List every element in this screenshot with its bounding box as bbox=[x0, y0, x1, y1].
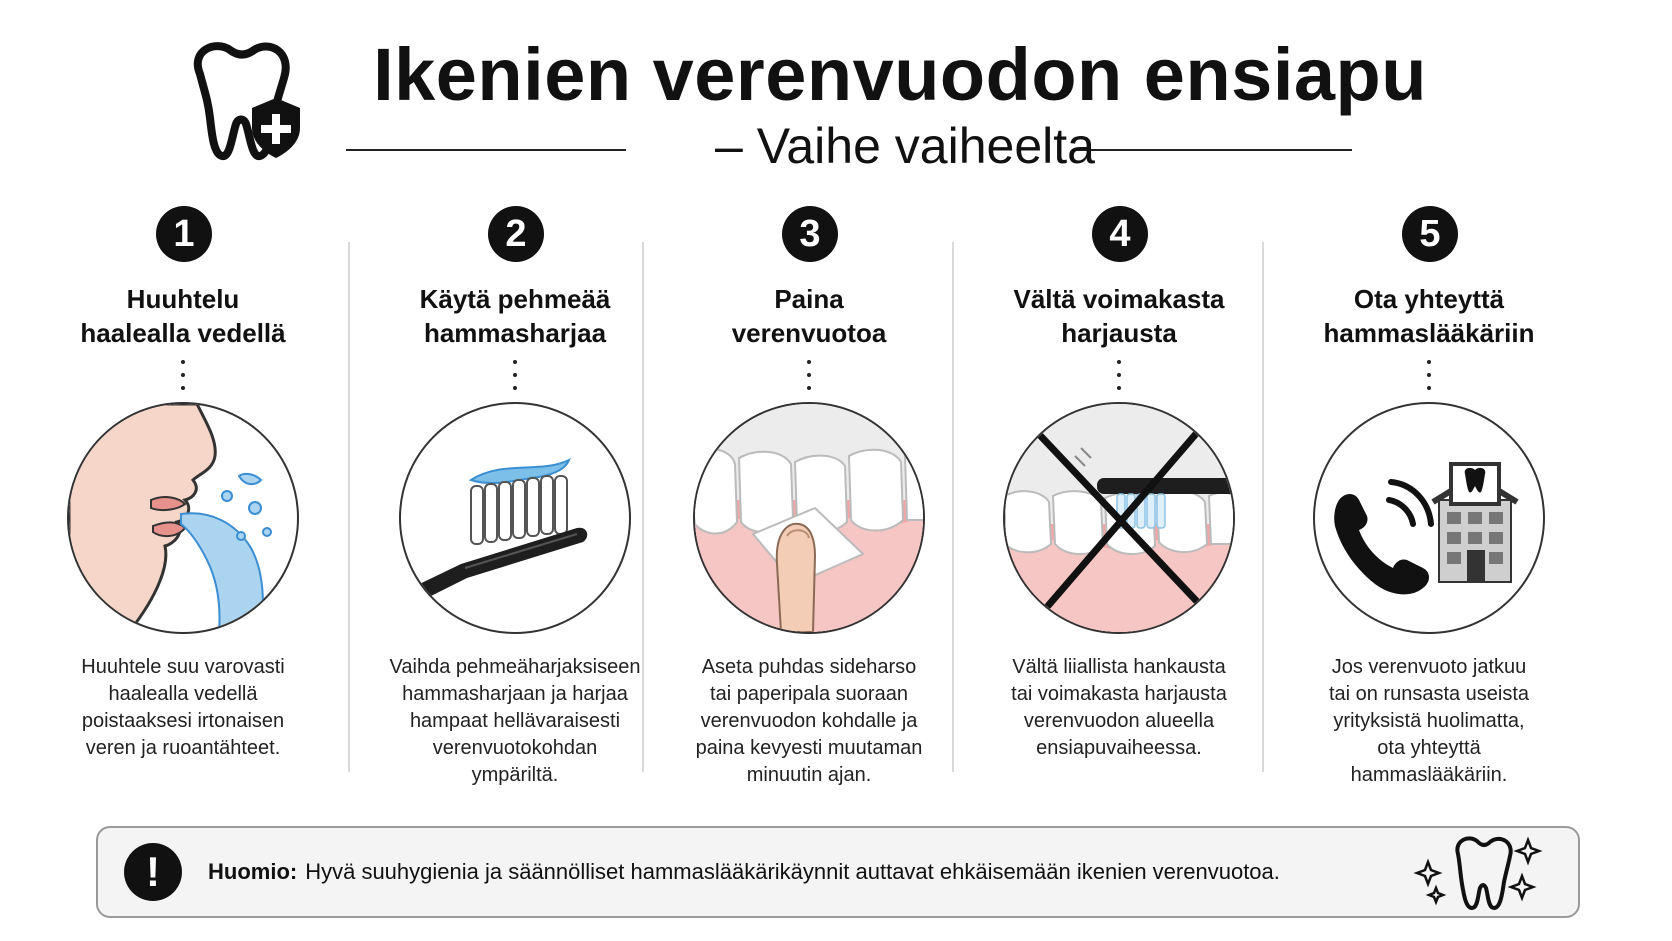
step-description-line: ensiapuvaiheessa. bbox=[1036, 737, 1202, 759]
step-description-line: Huuhtele suu varovasti bbox=[81, 656, 285, 678]
step-description-line: verenvuotokohdan bbox=[432, 737, 598, 759]
step-description-line: hammaslääkäriin. bbox=[1350, 764, 1508, 786]
dotted-connector bbox=[513, 360, 517, 394]
step-description-line: veren ja ruoantähteet. bbox=[85, 737, 281, 759]
step-4 bbox=[956, 192, 1282, 802]
dotted-connector bbox=[1117, 360, 1121, 394]
column-divider bbox=[1262, 242, 1264, 772]
page-title: Ikenien verenvuodon ensiapu bbox=[373, 33, 1427, 116]
step-number: 1 bbox=[156, 206, 212, 262]
step-description-line: paina kevyesti muutaman bbox=[695, 737, 923, 759]
step-heading-line: Vältä voimakasta bbox=[1013, 284, 1225, 314]
note-body: Hyvä suuhygienia ja säännölliset hammaslääkärikäynnit auttavat ehkäisemään ikenien verenvuotoa. bbox=[305, 859, 1280, 884]
step-description-line: poistaaksesi irtonaisen bbox=[81, 710, 285, 732]
step-description-line: minuutin ajan. bbox=[746, 764, 872, 786]
crossed-out-brushing-icon bbox=[1003, 402, 1235, 634]
step-heading bbox=[956, 282, 1282, 350]
step-description-line: Vaihda pehmeäharjaksiseen bbox=[389, 656, 641, 678]
step-description-line: tai paperipala suoraan bbox=[710, 683, 908, 705]
step-heading-line: Ota yhteyttä bbox=[1353, 284, 1505, 314]
step-description-line: haalealla vedellä bbox=[108, 683, 258, 705]
note-box bbox=[96, 826, 1580, 918]
step-description bbox=[30, 654, 336, 762]
step-number: 3 bbox=[782, 206, 838, 262]
step-heading-line: harjausta bbox=[1061, 318, 1177, 348]
step-description-line: ota yhteyttä bbox=[1377, 737, 1481, 759]
step-heading-line: Huuhtelu bbox=[126, 284, 240, 314]
step-number: 2 bbox=[488, 206, 544, 262]
dotted-connector bbox=[807, 360, 811, 394]
exclamation-icon: ! bbox=[124, 843, 182, 901]
step-heading-line: Käytä pehmeää bbox=[419, 284, 611, 314]
step-description-line: verenvuodon alueella bbox=[1023, 710, 1215, 732]
dotted-connector bbox=[1427, 360, 1431, 394]
step-description bbox=[966, 654, 1272, 762]
column-divider bbox=[642, 242, 644, 772]
mouth-rinsing-water-icon bbox=[67, 402, 299, 634]
step-description-line: Aseta puhdas sideharso bbox=[701, 656, 917, 678]
step-number: 4 bbox=[1092, 206, 1148, 262]
header bbox=[0, 0, 1672, 190]
step-heading-line: verenvuotoa bbox=[731, 318, 887, 348]
step-description bbox=[362, 654, 668, 789]
press-gauze-on-gums-icon bbox=[693, 402, 925, 634]
step-description-line: hammasharjaan ja harjaa bbox=[402, 683, 628, 705]
tooth-shield-plus-icon bbox=[180, 36, 310, 166]
step-heading-line: haalealla vedellä bbox=[80, 318, 286, 348]
step-number: 5 bbox=[1402, 206, 1458, 262]
step-heading bbox=[20, 282, 346, 350]
subtitle-row bbox=[370, 116, 1440, 176]
step-1 bbox=[20, 192, 346, 802]
step-heading-line: hammasharjaa bbox=[423, 318, 607, 348]
step-3 bbox=[646, 192, 972, 802]
step-heading-line: Paina bbox=[774, 284, 844, 314]
step-description-line: tai voimakasta harjausta bbox=[1011, 683, 1227, 705]
step-heading bbox=[352, 282, 678, 350]
step-description bbox=[1276, 654, 1582, 789]
step-2 bbox=[352, 192, 678, 802]
step-heading-line: hammaslääkäriin bbox=[1323, 318, 1535, 348]
phone-and-dental-clinic-icon bbox=[1313, 402, 1545, 634]
column-divider bbox=[348, 242, 350, 772]
step-description-line: Jos verenvuoto jatkuu bbox=[1331, 656, 1527, 678]
page-subtitle: – Vaihe vaiheelta bbox=[715, 118, 1095, 174]
step-description-line: verenvuodon kohdalle ja bbox=[700, 710, 918, 732]
step-description-line: Vältä liiallista hankausta bbox=[1012, 656, 1226, 678]
step-heading bbox=[1266, 282, 1592, 350]
note-text bbox=[208, 858, 1280, 886]
dotted-connector bbox=[181, 360, 185, 394]
step-description-line: yrityksistä huolimatta, bbox=[1333, 710, 1525, 732]
step-description-line: hampaat hellävaraisesti bbox=[409, 710, 621, 732]
step-description-line: tai on runsasta useista bbox=[1328, 683, 1530, 705]
step-5 bbox=[1266, 192, 1592, 802]
step-description-line: ympäriltä. bbox=[471, 764, 559, 786]
steps bbox=[20, 192, 1652, 802]
note-label: Huomio: bbox=[208, 859, 298, 884]
column-divider bbox=[952, 242, 954, 772]
step-heading bbox=[646, 282, 972, 350]
sparkling-tooth-icon bbox=[1408, 832, 1548, 912]
soft-toothbrush-icon bbox=[399, 402, 631, 634]
step-description bbox=[656, 654, 962, 789]
